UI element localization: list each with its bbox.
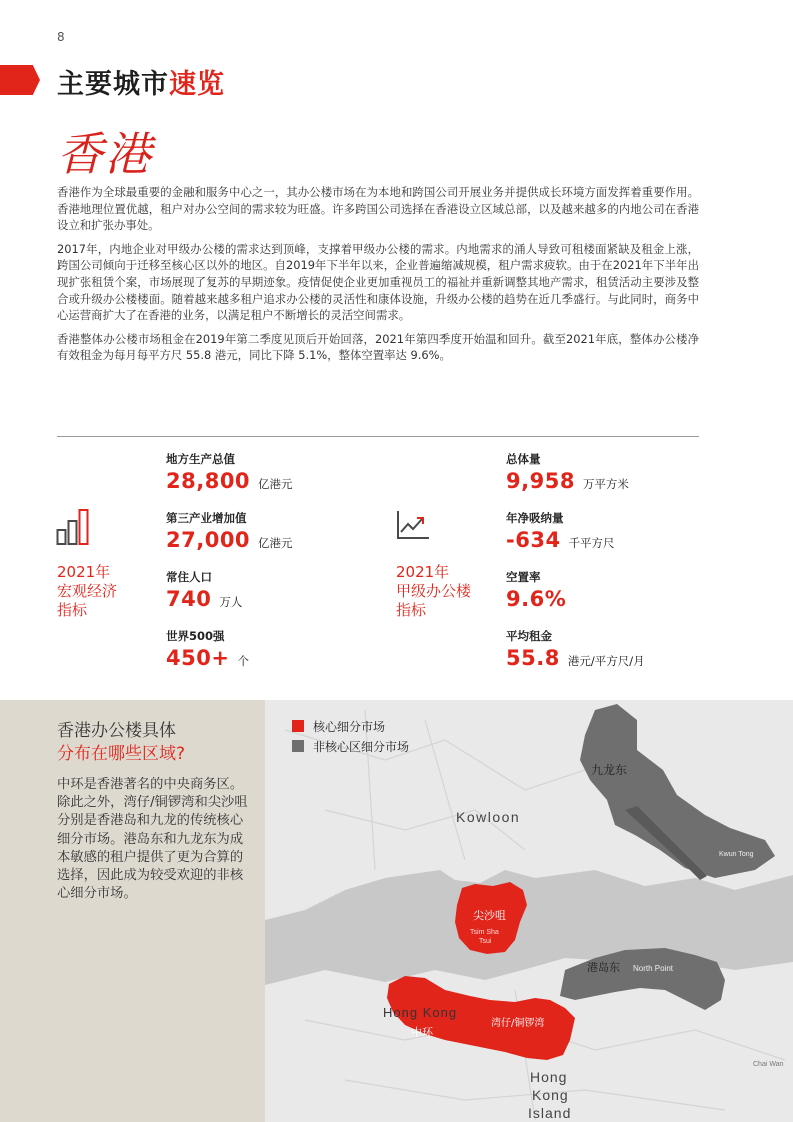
stat-unit: 万平方米 (582, 477, 629, 491)
stat-unit: 港元/平方尺/月 (567, 654, 645, 668)
label-tsim-sha-tsui-en-2: Tsui (479, 938, 492, 945)
label-north-point: North Point (633, 964, 674, 973)
stat-population (166, 569, 242, 611)
label-kowloon-east: 九龙东 (591, 763, 628, 777)
stat-unit: 亿港元 (258, 536, 293, 550)
stat-value: 55.8 (506, 646, 560, 670)
stat-unit: 万人 (219, 595, 243, 609)
stat-value: 27,000 (166, 528, 251, 552)
stat-label: 年净吸纳量 (506, 511, 564, 525)
label-tsim-sha-tsui: 尖沙咀 (473, 909, 506, 922)
paragraph-3: 香港整体办公楼市场租金在2019年第二季度见顶后开始回落，2021年第四季度开始温和回升。截至2021年底，整体办公楼净有效租金为每月每平方尺 55.8 港元，同比下降 5.1%，整体空置率达 9.6%。 (57, 331, 699, 363)
divider (57, 436, 699, 437)
stat-average-rent (506, 628, 645, 670)
stat-net-absorption (506, 510, 615, 552)
stat-value: 28,800 (166, 469, 251, 493)
office-label (396, 563, 471, 620)
paragraph-1: 香港作为全球最重要的金融和服务中心之一，其办公楼市场在为本地和跨国公司开展业务并提供成长环境方面发挥着重要作用。香港地理位置优越，租户对办公空间的需求较为旺盛。许多跨国公司选择在香港设立区域总部，以及越来越多的内地公司在香港设立和扩张办事处。 (57, 185, 699, 233)
title-main: 主要城市 (57, 69, 169, 100)
stat-vacancy (506, 569, 566, 611)
bar-chart-icon (56, 508, 90, 546)
title-accent: 速览 (169, 69, 225, 100)
stat-value: -634 (506, 528, 561, 552)
macro-label-suffix: 指标 (57, 601, 88, 619)
macro-label-year: 2021年 (57, 563, 111, 581)
intro-text (57, 184, 699, 371)
distribution-title-2: 分布在哪些区域? (57, 744, 186, 764)
paragraph-2: 2017年，内地企业对甲级办公楼的需求达到顶峰，支撑着甲级办公楼的需求。内地需求的涌人导致可租楼面紧缺及租金上涨，跨国公司倾向于迁移至核心区以外的地区。自2019年下半年以来，企业普遍缩减规模，租户需求疲软。由于在2021年下半年出现扩张租赁个案，市场展现了复苏的早期迹象。疫情促使企业更加重视员工的福祉并重新调整其地产需求，租赁活动主要涉及整合或升级办公楼楼面。随着越来越多租户追求办公楼的灵活性和康体设施，升级办公楼的趋势在近几季盛行。与此同时，商务中心运营商扩大了在香港的业务，以满足租户不断增长的灵活空间需求。 (57, 241, 699, 323)
stat-label: 第三产业增加值 (166, 511, 247, 525)
page-number: 8 (57, 30, 65, 44)
label-island-east: 港岛东 (587, 961, 620, 974)
office-label-year: 2021年 (396, 563, 450, 581)
stat-label: 平均租金 (506, 629, 552, 643)
stat-label: 常住人口 (166, 570, 212, 584)
stat-label: 世界500强 (166, 629, 225, 643)
label-chai-wan: Chai Wan (753, 1061, 784, 1068)
legend-core-swatch (292, 720, 304, 732)
stat-unit: 亿港元 (258, 477, 293, 491)
label-central: 中环 (411, 1026, 433, 1039)
stat-total-stock (506, 451, 629, 493)
label-hong-kong: Hong Kong (383, 1005, 458, 1020)
distribution-title-1: 香港办公楼具体 (57, 721, 176, 741)
legend-noncore-label: 非核心区细分市场 (313, 740, 410, 754)
legend-noncore-swatch (292, 740, 304, 752)
macro-label-name: 宏观经济 (57, 582, 118, 600)
label-hong-kong-island-1: Hong (530, 1069, 568, 1085)
stat-value: 9.6% (506, 587, 567, 611)
stat-tertiary (166, 510, 293, 552)
hong-kong-map (265, 700, 793, 1122)
stat-gdp (166, 451, 293, 493)
label-hong-kong-island-2: Kong (532, 1087, 569, 1103)
stat-unit: 千平方尺 (568, 536, 615, 550)
label-kwun-tong: Kwun Tong (719, 851, 754, 858)
stat-label: 空置率 (506, 570, 541, 584)
office-label-name: 甲级办公楼 (396, 582, 472, 600)
stat-value: 450+ (166, 646, 230, 670)
city-name: 香港 (57, 127, 153, 181)
stat-value: 740 (166, 587, 212, 611)
section-marker (0, 65, 40, 95)
legend-core-label: 核心细分市场 (313, 720, 386, 734)
stat-label: 总体量 (506, 452, 541, 466)
macro-label (57, 563, 117, 620)
page-title (57, 62, 225, 101)
stat-label: 地方生产总值 (166, 452, 235, 466)
trend-line-icon (396, 510, 430, 540)
office-label-suffix: 指标 (396, 601, 427, 619)
distribution-body: 中环是香港著名的中央商务区。除此之外，湾仔/铜锣湾和尖沙咀分别是香港岛和九龙的传统核心细分市场。港岛东和九龙东为成本敏感的租户提供了更为合算的选择，因此成为较受欢迎的非核心细分市场。 (57, 777, 248, 902)
label-wan-chai: 湾仔/铜锣湾 (491, 1018, 545, 1029)
stat-value: 9,958 (506, 469, 575, 493)
stat-fortune500 (166, 628, 249, 670)
label-kowloon: Kowloon (456, 809, 521, 825)
stat-unit: 个 (237, 654, 249, 668)
label-tsim-sha-tsui-en-1: Tsim Sha (470, 929, 499, 936)
label-hong-kong-island-3: Island (528, 1105, 572, 1121)
